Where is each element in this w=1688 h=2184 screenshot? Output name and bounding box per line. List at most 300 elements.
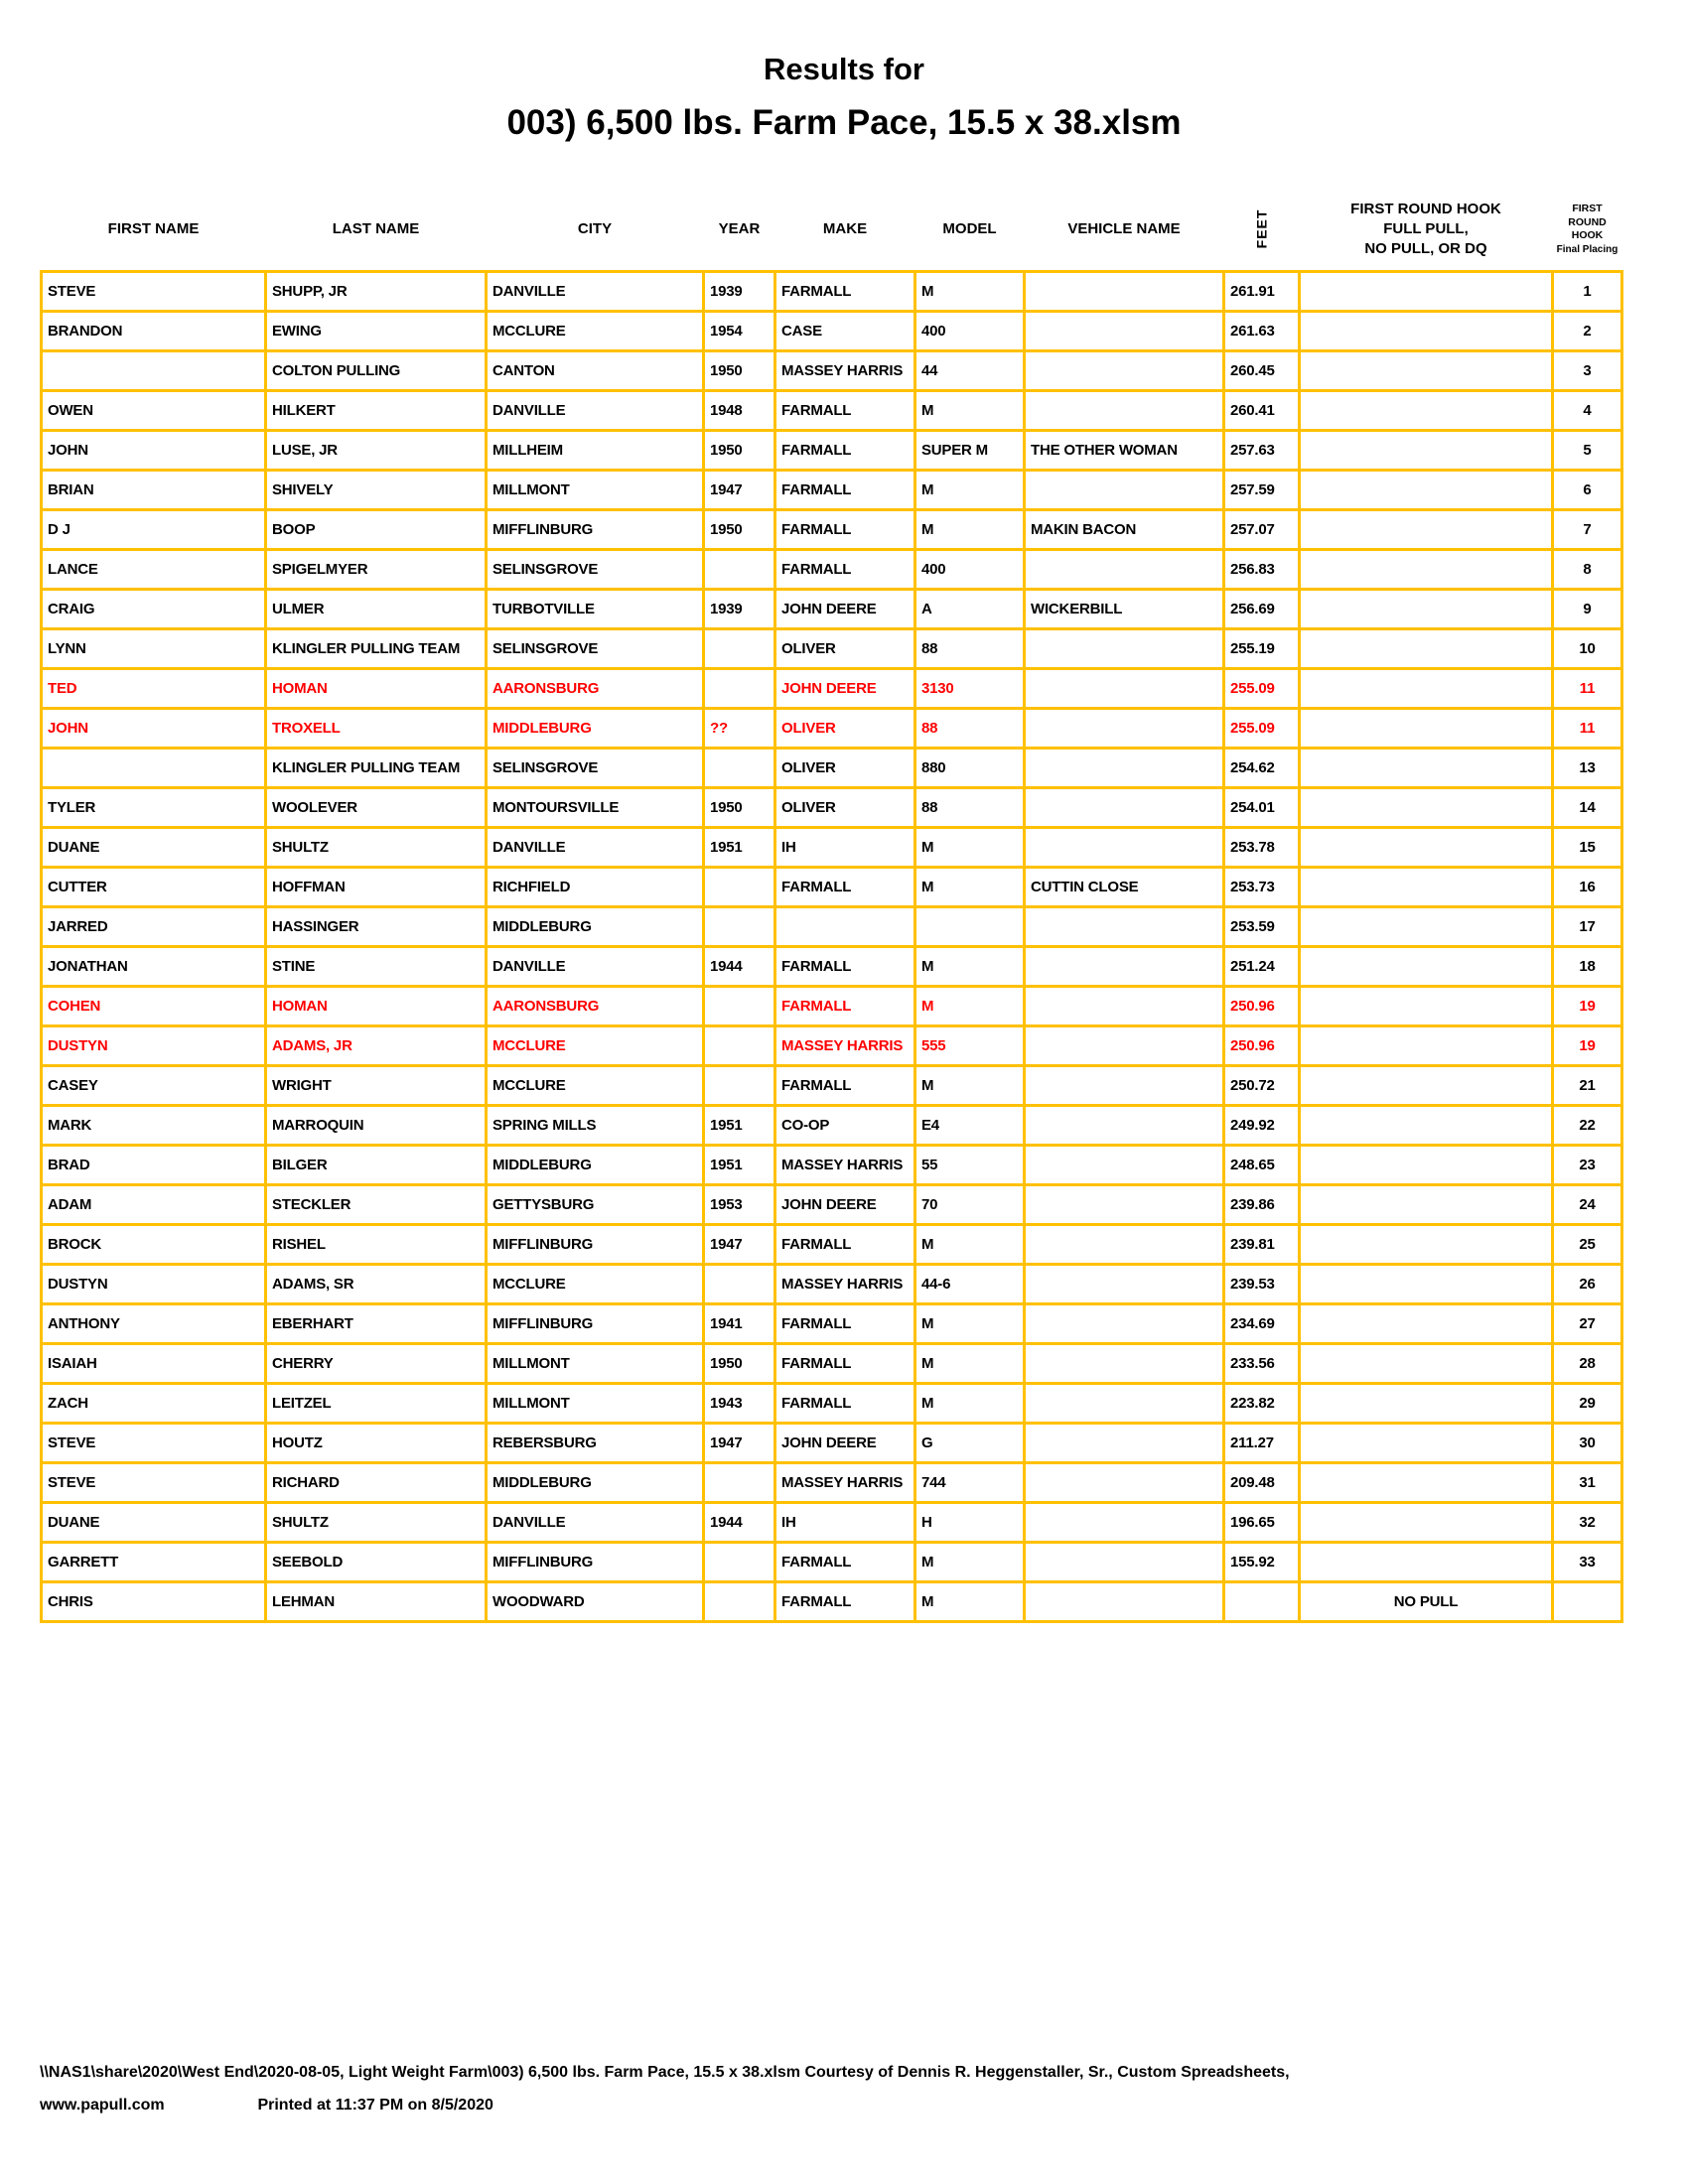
cell-first-name: DUSTYN [42, 1026, 266, 1066]
cell-first-round-hook [1300, 1265, 1553, 1304]
cell-year [704, 1582, 775, 1622]
cell-last-name: RICHARD [266, 1463, 487, 1503]
table-row [42, 391, 1622, 431]
cell-city: MIFFLINBURG [487, 1543, 704, 1582]
placing-header-line3: Final Placing [1556, 243, 1618, 255]
cell-feet: 223.82 [1224, 1384, 1300, 1424]
cell-last-name: WRIGHT [266, 1066, 487, 1106]
cell-model: M [915, 1543, 1025, 1582]
cell-city: MONTOURSVILLE [487, 788, 704, 828]
cell-model: M [915, 828, 1025, 868]
page-footer [40, 2065, 1658, 2114]
cell-city: SELINSGROVE [487, 749, 704, 788]
cell-first-round-hook [1300, 1384, 1553, 1424]
cell-feet: 209.48 [1224, 1463, 1300, 1503]
cell-first-name: LANCE [42, 550, 266, 590]
cell-model: 400 [915, 312, 1025, 351]
cell-year: 1951 [704, 1146, 775, 1185]
cell-year: 1941 [704, 1304, 775, 1344]
cell-feet: 233.56 [1224, 1344, 1300, 1384]
cell-final-placing: 8 [1553, 550, 1622, 590]
cell-model: M [915, 1304, 1025, 1344]
col-header-first-round-hook [1300, 189, 1553, 272]
cell-first-name: STEVE [42, 1463, 266, 1503]
cell-city: REBERSBURG [487, 1424, 704, 1463]
cell-first-round-hook [1300, 1185, 1553, 1225]
cell-year: 1950 [704, 1344, 775, 1384]
cell-vehicle-name: THE OTHER WOMAN [1025, 431, 1224, 471]
cell-make: FARMALL [775, 272, 915, 312]
cell-last-name: SHIVELY [266, 471, 487, 510]
cell-make: FARMALL [775, 868, 915, 907]
table-row [42, 1185, 1622, 1225]
cell-make: FARMALL [775, 1304, 915, 1344]
col-header-make: MAKE [775, 189, 915, 272]
cell-feet: 250.72 [1224, 1066, 1300, 1106]
cell-final-placing: 29 [1553, 1384, 1622, 1424]
cell-last-name: RISHEL [266, 1225, 487, 1265]
table-row [42, 471, 1622, 510]
cell-model: 400 [915, 550, 1025, 590]
cell-last-name: ADAMS, JR [266, 1026, 487, 1066]
cell-vehicle-name [1025, 1265, 1224, 1304]
cell-final-placing: 19 [1553, 1026, 1622, 1066]
cell-city: CANTON [487, 351, 704, 391]
col-header-last-name: LAST NAME [266, 189, 487, 272]
cell-first-name: CRAIG [42, 590, 266, 629]
cell-city: MIDDLEBURG [487, 709, 704, 749]
cell-last-name: HOMAN [266, 669, 487, 709]
cell-vehicle-name [1025, 1503, 1224, 1543]
page-title-line1: Results for [764, 52, 924, 86]
cell-vehicle-name [1025, 987, 1224, 1026]
table-row [42, 1265, 1622, 1304]
col-header-year: YEAR [704, 189, 775, 272]
hook-header-line2: FULL PULL, [1383, 219, 1469, 237]
placing-header-line2: HOOK [1571, 229, 1604, 242]
cell-first-name: BRAD [42, 1146, 266, 1185]
page-title-line2: 003) 6,500 lbs. Farm Pace, 15.5 x 38.xlsm [506, 103, 1182, 142]
cell-city: MILLMONT [487, 1384, 704, 1424]
table-row [42, 1463, 1622, 1503]
cell-city: MCCLURE [487, 312, 704, 351]
cell-first-round-hook [1300, 629, 1553, 669]
cell-first-round-hook [1300, 868, 1553, 907]
cell-first-name: JARRED [42, 907, 266, 947]
cell-model: M [915, 1225, 1025, 1265]
table-row [42, 788, 1622, 828]
cell-year [704, 1463, 775, 1503]
table-row [42, 1543, 1622, 1582]
cell-feet: 254.01 [1224, 788, 1300, 828]
cell-make: FARMALL [775, 1582, 915, 1622]
cell-first-name: ANTHONY [42, 1304, 266, 1344]
cell-vehicle-name [1025, 907, 1224, 947]
cell-year: 1954 [704, 312, 775, 351]
table-row [42, 1424, 1622, 1463]
cell-first-round-hook [1300, 510, 1553, 550]
cell-final-placing: 17 [1553, 907, 1622, 947]
cell-make: JOHN DEERE [775, 590, 915, 629]
results-table-header [42, 189, 1622, 272]
cell-make: FARMALL [775, 550, 915, 590]
cell-feet: 251.24 [1224, 947, 1300, 987]
cell-vehicle-name [1025, 1066, 1224, 1106]
cell-vehicle-name [1025, 1225, 1224, 1265]
cell-model: M [915, 471, 1025, 510]
cell-first-name: BRANDON [42, 312, 266, 351]
cell-last-name: KLINGLER PULLING TEAM [266, 749, 487, 788]
feet-vertical-label: FEET [1253, 208, 1270, 249]
cell-final-placing: 27 [1553, 1304, 1622, 1344]
table-row [42, 510, 1622, 550]
cell-first-name: TED [42, 669, 266, 709]
cell-feet: 253.59 [1224, 907, 1300, 947]
cell-model: M [915, 391, 1025, 431]
cell-year: ?? [704, 709, 775, 749]
cell-vehicle-name [1025, 272, 1224, 312]
cell-final-placing: 7 [1553, 510, 1622, 550]
cell-last-name: SPIGELMYER [266, 550, 487, 590]
table-row [42, 1066, 1622, 1106]
cell-year [704, 749, 775, 788]
cell-year [704, 907, 775, 947]
cell-last-name: HOUTZ [266, 1424, 487, 1463]
cell-last-name: LUSE, JR [266, 431, 487, 471]
cell-city: MIFFLINBURG [487, 1304, 704, 1344]
cell-first-name: BROCK [42, 1225, 266, 1265]
table-row [42, 1146, 1622, 1185]
cell-first-round-hook: NO PULL [1300, 1582, 1553, 1622]
cell-vehicle-name [1025, 312, 1224, 351]
cell-city: DANVILLE [487, 391, 704, 431]
cell-model: M [915, 947, 1025, 987]
cell-year [704, 629, 775, 669]
table-row [42, 1026, 1622, 1066]
cell-make: IH [775, 828, 915, 868]
cell-make: CO-OP [775, 1106, 915, 1146]
cell-make: JOHN DEERE [775, 1424, 915, 1463]
cell-final-placing: 15 [1553, 828, 1622, 868]
cell-final-placing: 25 [1553, 1225, 1622, 1265]
cell-feet: 253.73 [1224, 868, 1300, 907]
cell-first-name: STEVE [42, 1424, 266, 1463]
cell-make: FARMALL [775, 391, 915, 431]
cell-city: MILLMONT [487, 1344, 704, 1384]
footer-printed-timestamp: Printed at 11:37 PM on 8/5/2020 [257, 2097, 493, 2114]
cell-final-placing: 11 [1553, 669, 1622, 709]
cell-vehicle-name: CUTTIN CLOSE [1025, 868, 1224, 907]
cell-final-placing: 18 [1553, 947, 1622, 987]
cell-make: MASSEY HARRIS [775, 1026, 915, 1066]
cell-first-round-hook [1300, 1503, 1553, 1543]
cell-final-placing: 2 [1553, 312, 1622, 351]
cell-last-name: CHERRY [266, 1344, 487, 1384]
table-row [42, 1582, 1622, 1622]
cell-city: AARONSBURG [487, 669, 704, 709]
cell-make: FARMALL [775, 1225, 915, 1265]
cell-feet: 255.09 [1224, 669, 1300, 709]
cell-first-round-hook [1300, 947, 1553, 987]
cell-year: 1944 [704, 1503, 775, 1543]
cell-last-name: SHULTZ [266, 828, 487, 868]
cell-model: 3130 [915, 669, 1025, 709]
table-row [42, 272, 1622, 312]
cell-model: 88 [915, 629, 1025, 669]
footer-website: www.papull.com [40, 2097, 165, 2114]
cell-first-round-hook [1300, 1543, 1553, 1582]
cell-city: SPRING MILLS [487, 1106, 704, 1146]
cell-final-placing: 1 [1553, 272, 1622, 312]
cell-first-round-hook [1300, 1225, 1553, 1265]
cell-model: 88 [915, 788, 1025, 828]
cell-model: 88 [915, 709, 1025, 749]
cell-feet: 239.81 [1224, 1225, 1300, 1265]
cell-last-name: ADAMS, SR [266, 1265, 487, 1304]
cell-feet: 249.92 [1224, 1106, 1300, 1146]
placing-header-line1: FIRST ROUND [1568, 203, 1607, 228]
table-row [42, 431, 1622, 471]
col-header-feet [1224, 189, 1300, 272]
cell-make: CASE [775, 312, 915, 351]
cell-city: RICHFIELD [487, 868, 704, 907]
cell-city: MIDDLEBURG [487, 1146, 704, 1185]
cell-model: M [915, 1384, 1025, 1424]
cell-make: FARMALL [775, 1384, 915, 1424]
cell-first-round-hook [1300, 1344, 1553, 1384]
cell-city: AARONSBURG [487, 987, 704, 1026]
cell-first-name: COHEN [42, 987, 266, 1026]
cell-final-placing: 24 [1553, 1185, 1622, 1225]
cell-model: 555 [915, 1026, 1025, 1066]
table-row [42, 749, 1622, 788]
table-row [42, 312, 1622, 351]
table-row [42, 1384, 1622, 1424]
cell-first-round-hook [1300, 1026, 1553, 1066]
cell-city: DANVILLE [487, 272, 704, 312]
cell-model: M [915, 510, 1025, 550]
header-row [42, 189, 1622, 272]
cell-first-round-hook [1300, 1304, 1553, 1344]
cell-model: SUPER M [915, 431, 1025, 471]
cell-model: M [915, 272, 1025, 312]
cell-year [704, 1543, 775, 1582]
cell-make: OLIVER [775, 749, 915, 788]
cell-model: M [915, 1582, 1025, 1622]
cell-vehicle-name [1025, 351, 1224, 391]
cell-last-name: EBERHART [266, 1304, 487, 1344]
cell-make [775, 907, 915, 947]
cell-feet: 255.19 [1224, 629, 1300, 669]
cell-vehicle-name [1025, 749, 1224, 788]
cell-vehicle-name [1025, 1304, 1224, 1344]
cell-feet: 255.09 [1224, 709, 1300, 749]
cell-make: FARMALL [775, 1543, 915, 1582]
hook-header-line3: NO PULL, OR DQ [1364, 240, 1487, 258]
cell-feet: 261.91 [1224, 272, 1300, 312]
cell-vehicle-name [1025, 1344, 1224, 1384]
cell-last-name: SHULTZ [266, 1503, 487, 1543]
cell-city: MCCLURE [487, 1066, 704, 1106]
cell-final-placing: 19 [1553, 987, 1622, 1026]
cell-first-round-hook [1300, 550, 1553, 590]
cell-feet: 260.41 [1224, 391, 1300, 431]
cell-final-placing: 4 [1553, 391, 1622, 431]
cell-make: MASSEY HARRIS [775, 1463, 915, 1503]
results-table [40, 189, 1623, 1623]
cell-year: 1950 [704, 510, 775, 550]
cell-final-placing: 16 [1553, 868, 1622, 907]
table-row [42, 907, 1622, 947]
cell-city: SELINSGROVE [487, 629, 704, 669]
cell-year: 1953 [704, 1185, 775, 1225]
cell-year [704, 550, 775, 590]
cell-final-placing: 21 [1553, 1066, 1622, 1106]
cell-final-placing: 11 [1553, 709, 1622, 749]
cell-final-placing: 23 [1553, 1146, 1622, 1185]
cell-model: H [915, 1503, 1025, 1543]
cell-city: MILLHEIM [487, 431, 704, 471]
cell-first-name [42, 351, 266, 391]
cell-vehicle-name: WICKERBILL [1025, 590, 1224, 629]
cell-first-round-hook [1300, 709, 1553, 749]
cell-last-name: HOFFMAN [266, 868, 487, 907]
cell-feet [1224, 1582, 1300, 1622]
table-row [42, 669, 1622, 709]
cell-model [915, 907, 1025, 947]
cell-vehicle-name [1025, 1424, 1224, 1463]
cell-year: 1947 [704, 1424, 775, 1463]
cell-first-name: ZACH [42, 1384, 266, 1424]
cell-make: FARMALL [775, 947, 915, 987]
cell-vehicle-name [1025, 1185, 1224, 1225]
cell-model: M [915, 1066, 1025, 1106]
cell-year: 1947 [704, 471, 775, 510]
cell-year [704, 1265, 775, 1304]
cell-last-name: COLTON PULLING [266, 351, 487, 391]
cell-city: MIDDLEBURG [487, 1463, 704, 1503]
cell-first-round-hook [1300, 788, 1553, 828]
cell-year [704, 868, 775, 907]
cell-city: MIDDLEBURG [487, 907, 704, 947]
cell-first-name: JOHN [42, 431, 266, 471]
cell-first-name: LYNN [42, 629, 266, 669]
page-title [0, 52, 1688, 143]
footer-line2 [40, 2098, 1658, 2114]
cell-final-placing: 3 [1553, 351, 1622, 391]
cell-first-name: JOHN [42, 709, 266, 749]
cell-vehicle-name [1025, 1463, 1224, 1503]
cell-year: 1944 [704, 947, 775, 987]
cell-model: M [915, 987, 1025, 1026]
cell-last-name: BOOP [266, 510, 487, 550]
cell-last-name: MARROQUIN [266, 1106, 487, 1146]
col-header-final-placing [1553, 189, 1622, 272]
cell-feet: 254.62 [1224, 749, 1300, 788]
footer-file-path: \\NAS1\share\2020\West End\2020-08-05, Light Weight Farm\003) 6,500 lbs. Farm Pace, 15.5 x 38.xlsm Courtesy of Dennis R. Heggenstaller, Sr., Custom Spreadsheets, [40, 2064, 1290, 2081]
cell-feet: 256.83 [1224, 550, 1300, 590]
table-row [42, 629, 1622, 669]
cell-vehicle-name [1025, 1106, 1224, 1146]
cell-vehicle-name [1025, 1384, 1224, 1424]
cell-feet: 261.63 [1224, 312, 1300, 351]
table-row [42, 828, 1622, 868]
table-row [42, 709, 1622, 749]
cell-make: MASSEY HARRIS [775, 1265, 915, 1304]
cell-year [704, 987, 775, 1026]
cell-final-placing: 13 [1553, 749, 1622, 788]
cell-final-placing: 30 [1553, 1424, 1622, 1463]
cell-feet: 250.96 [1224, 987, 1300, 1026]
cell-year: 1939 [704, 590, 775, 629]
cell-first-round-hook [1300, 351, 1553, 391]
table-row [42, 590, 1622, 629]
cell-vehicle-name [1025, 947, 1224, 987]
cell-make: FARMALL [775, 431, 915, 471]
cell-first-round-hook [1300, 431, 1553, 471]
cell-city: DANVILLE [487, 947, 704, 987]
cell-city: MIFFLINBURG [487, 1225, 704, 1265]
cell-make: MASSEY HARRIS [775, 351, 915, 391]
cell-final-placing: 26 [1553, 1265, 1622, 1304]
cell-first-name [42, 749, 266, 788]
cell-first-round-hook [1300, 1066, 1553, 1106]
cell-first-name: DUSTYN [42, 1265, 266, 1304]
cell-year: 1951 [704, 828, 775, 868]
cell-first-name: ISAIAH [42, 1344, 266, 1384]
cell-feet: 253.78 [1224, 828, 1300, 868]
table-row [42, 1304, 1622, 1344]
cell-first-round-hook [1300, 828, 1553, 868]
cell-year: 1943 [704, 1384, 775, 1424]
cell-model: 70 [915, 1185, 1025, 1225]
cell-year: 1948 [704, 391, 775, 431]
results-table-container [40, 189, 1623, 1623]
cell-feet: 155.92 [1224, 1543, 1300, 1582]
cell-last-name: STECKLER [266, 1185, 487, 1225]
cell-first-round-hook [1300, 749, 1553, 788]
cell-feet: 234.69 [1224, 1304, 1300, 1344]
cell-first-round-hook [1300, 669, 1553, 709]
cell-city: WOODWARD [487, 1582, 704, 1622]
cell-vehicle-name [1025, 550, 1224, 590]
cell-last-name: HASSINGER [266, 907, 487, 947]
cell-vehicle-name [1025, 1543, 1224, 1582]
cell-final-placing: 9 [1553, 590, 1622, 629]
cell-first-name: MARK [42, 1106, 266, 1146]
cell-model: M [915, 1344, 1025, 1384]
cell-year: 1950 [704, 431, 775, 471]
cell-first-name: TYLER [42, 788, 266, 828]
cell-first-name: DUANE [42, 828, 266, 868]
cell-first-name: GARRETT [42, 1543, 266, 1582]
table-row [42, 351, 1622, 391]
cell-first-name: CHRIS [42, 1582, 266, 1622]
cell-make: OLIVER [775, 629, 915, 669]
cell-city: TURBOTVILLE [487, 590, 704, 629]
col-header-city: CITY [487, 189, 704, 272]
cell-vehicle-name: MAKIN BACON [1025, 510, 1224, 550]
cell-make: MASSEY HARRIS [775, 1146, 915, 1185]
cell-feet: 248.65 [1224, 1146, 1300, 1185]
cell-city: MCCLURE [487, 1265, 704, 1304]
cell-city: MIFFLINBURG [487, 510, 704, 550]
cell-last-name: BILGER [266, 1146, 487, 1185]
cell-make: FARMALL [775, 1344, 915, 1384]
cell-last-name: SEEBOLD [266, 1543, 487, 1582]
cell-vehicle-name [1025, 1146, 1224, 1185]
cell-final-placing: 14 [1553, 788, 1622, 828]
